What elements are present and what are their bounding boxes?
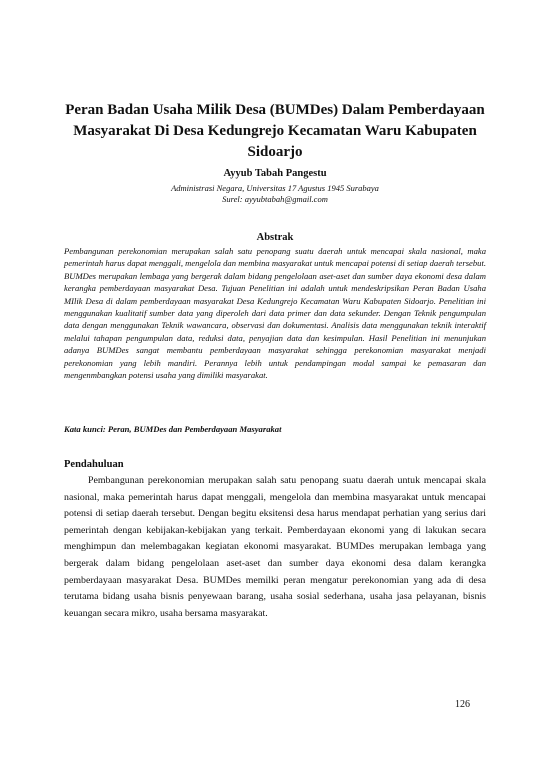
abstract-heading: Abstrak: [256, 232, 294, 243]
keywords: Kata kunci: Peran, BUMDes dan Pemberdayaan Masyarakat: [64, 424, 282, 434]
section-heading: Pendahuluan: [64, 459, 124, 470]
page-number: 126: [455, 699, 470, 710]
paper-title: Peran Badan Usaha Milik Desa (BUMDes) Dalam Pemberdayaan Masyarakat Di Desa Kedungrejo Kecamatan Waru Kabupaten Sidoarjo: [65, 102, 485, 160]
author-email: Surel: ayyubtabah@gmail.com: [222, 194, 328, 204]
author-affiliation: Administrasi Negara, Universitas 17 Agustus 1945 Surabaya: [171, 183, 379, 193]
author-affiliation-block: [60, 183, 490, 205]
abstract-text: Pembangunan perekonomian merupakan salah satu penopang suatu daerah untuk mencapai skala nasional, maka pemerintah harus dapat menggali, mengelola dan membina masyarakat untuk mencapai potensi di setiap daerah tersebut. BUMDes merupakan lembaga yang bergerak dalam bidang pengelolaan aset-aset dan sumber daya ekonomi desa dalam kerangka pemberdayaan masyarakat Desa. Tujuan Penelitian ini adalah untuk mendeskripsikan Peran Badan Usaha MIlik Desa di dalam pemberdayaan masyarakat Desa Kedungrejo Kecamatan Waru Kabupaten Sidoarjo. Penelitian ini menggunakan kualitatif sumber data yang diperoleh dari data primer dan data sekunder. Dengan Teknik pengumpulan data dengan menggunakan Teknik wawancara, observasi dan dokumentasi. Analisis data menggunakan teknik interaktif melalui tahapan pengumpulan data, reduksi data, penyajian data dan kesimpulan. Hasil Penelitian ini menunjukan adanya BUMDes sangat membantu pemberdayaan masyarakat sehingga perekonomian masyarakat menjadi perekonomian yang lebih mandiri. Perannya lebih untuk pendampingan modal sampai ke pemasaran dan mengenmbangkan potensi usaha yang dimiliki masyarakat.: [64, 246, 486, 381]
author-name: Ayyub Tabah Pangestu: [223, 168, 327, 179]
section-paragraph: Pembangunan perekonomian merupakan salah satu penopang suatu daerah untuk mencapai skala nasional, maka pemerintah harus dapat menggali, mengelola dan membina masyarakat untuk mencapai potensi di setiap daerah tersebut. Dengan begitu eksitensi desa harus mendapat perhatian yang serius dari pemerintah dengan kebijakan-kebijakan yang terkait. Pemberdayaan ekonomi yang di lakukan secara menghimpun dan melembagakan kegiatan ekonomi masyarakat. BUMDes merupakan lembaga yang bergerak dalam bidang pengelolaan aset-aset dan sumber daya ekonomi desa dalam kerangka pemberdayaan masyarakat Desa. BUMDes memilki peran mengatur perekonomian yang ada di desa terutama bidang usaha bisnis penyewaan barang, usaha sosial sederhana, usaha jasa pelayanan, bisnis keuangan secara mikro, usaha bersama masyarakat.: [64, 475, 486, 619]
